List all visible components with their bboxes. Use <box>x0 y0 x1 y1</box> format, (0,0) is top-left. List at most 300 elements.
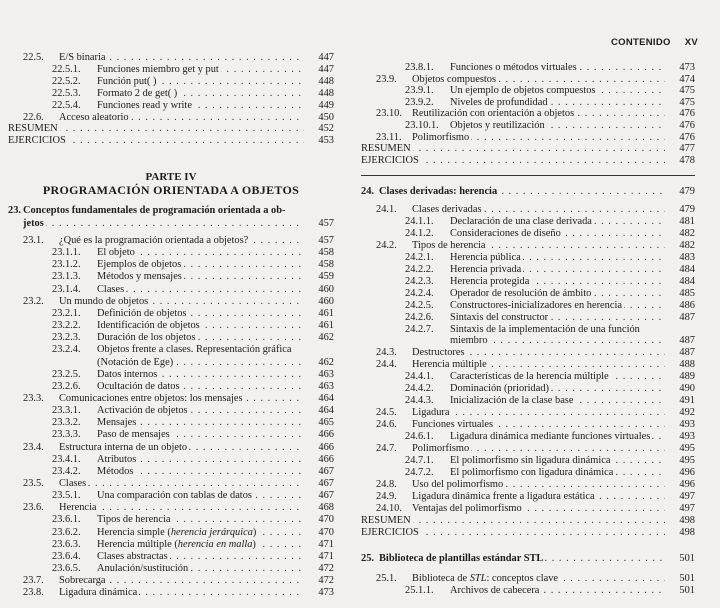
entry-number: 24.2.5. <box>405 299 434 311</box>
entry-number: 24.2.2. <box>405 263 434 275</box>
entry-page-number: 450 <box>318 111 334 123</box>
entry-number: 22.5.2. <box>52 75 81 87</box>
entry-title: El polimorfismo sin ligadura dinámica <box>450 454 611 466</box>
toc-entry-22-6 <box>8 112 334 124</box>
entry-title: Funciones read y write <box>97 99 192 111</box>
entry-title: Consideraciones de diseño <box>450 227 561 239</box>
entry-page-number: 501 <box>679 585 695 596</box>
entry-title: Declaración de una clase derivada <box>450 215 592 227</box>
entry-title: Ventajas del polimorfismo <box>412 502 522 514</box>
entry-title: Ligadura dinámica mediante funciones virtuales <box>450 431 651 443</box>
entry-title: Función put( ) <box>97 75 157 87</box>
toc-entry-23-3-2 <box>8 417 334 429</box>
entry-title: Operador de resolución de ámbito <box>450 287 592 299</box>
entry-number: 24.1.1. <box>405 215 434 227</box>
entry-number: 24.4.1. <box>405 371 434 383</box>
entry-title: Objetos frente a clases. Representación gráfica <box>97 344 292 356</box>
entry-number: 23.1.3. <box>52 271 81 283</box>
toc-entry-23-1-4 <box>8 284 334 296</box>
entry-number: 22.5.3. <box>52 87 81 99</box>
toc-entry-24-6 <box>361 419 695 431</box>
entry-title: Un ejemplo de objetos compuestos <box>450 85 596 97</box>
toc-entry-resumen <box>361 515 695 527</box>
entry-number: 23.2.5. <box>52 368 81 380</box>
toc-entry-24-3 <box>361 347 695 359</box>
entry-number: 23.2.2. <box>52 320 81 332</box>
entry-page-number: 470 <box>318 514 334 526</box>
entry-title: Clases derivadas: herencia <box>379 186 498 197</box>
toc-entry-24-4 <box>361 359 695 371</box>
entry-page-number: 447 <box>318 52 334 63</box>
entry-page-number: 482 <box>679 239 695 251</box>
entry-page-number: 481 <box>679 215 695 227</box>
entry-number: 23.2.6. <box>52 380 81 392</box>
entry-title: Comunicaciones entre objetos: los mensajes <box>59 392 243 404</box>
entry-title: Ligadura dinámica <box>59 587 138 599</box>
entry-page-number: 497 <box>679 502 695 514</box>
entry-number: 23.4.2. <box>52 465 81 477</box>
entry-page-number: 461 <box>318 307 334 319</box>
entry-title: Activación de objetos <box>97 405 188 417</box>
entry-number: 22.5.1. <box>52 63 81 75</box>
entry-page-number: 475 <box>679 85 695 97</box>
entry-page-number: 487 <box>679 335 695 347</box>
entry-number: 24.2.6. <box>405 311 434 323</box>
entry-number: 24.1. <box>376 204 397 215</box>
entry-number: 23.2.3. <box>52 332 81 344</box>
entry-number: 23.2. <box>23 295 44 307</box>
entry-title: Funciones o métodos virtuales <box>450 62 577 73</box>
entry-number: 23.3.2. <box>52 417 81 429</box>
entry-number: 24.7. <box>376 443 397 454</box>
entry-number: 23.4.1. <box>52 453 81 465</box>
toc-entry-23-4-1 <box>8 454 334 466</box>
entry-title: EJERCICIOS <box>8 135 66 147</box>
entry-number: 23.3.1. <box>52 405 81 417</box>
entry-title: Herencia protegida <box>450 275 530 287</box>
entry-title: Herencia múltiple (herencia en malla) <box>97 538 256 550</box>
entry-page-number: 487 <box>679 347 695 359</box>
entry-title: Herencia pública <box>450 251 521 263</box>
part-title: PROGRAMACIÓN ORIENTADA A OBJETOS <box>42 183 300 197</box>
entry-page-number: 467 <box>318 478 334 489</box>
toc-entry-23-3-1 <box>8 405 334 417</box>
entry-page-number: 460 <box>318 295 334 307</box>
entry-title: Duración de los objetos <box>97 332 196 344</box>
entry-page-number: 485 <box>679 287 695 299</box>
entry-number: 24.2. <box>376 239 397 251</box>
entry-page-number: 489 <box>679 371 695 383</box>
entry-number: 23.2.1. <box>52 307 81 319</box>
toc-entry-23-2-2 <box>8 320 334 332</box>
toc-entry-24-2-4 <box>361 288 695 300</box>
entry-title: miembro <box>450 335 488 347</box>
entry-title: Formato 2 de get( ) <box>97 87 178 99</box>
chapter-23-heading-cont <box>8 218 334 230</box>
entry-page-number: 448 <box>318 87 334 99</box>
entry-title: Clases abstractas <box>97 550 168 562</box>
header-label: CONTENIDO <box>611 37 671 48</box>
entry-title: Reutilización con orientación a objetos <box>412 108 575 120</box>
entry-title: Una comparación con tablas de datos <box>97 490 252 502</box>
entry-number: 23.3.3. <box>52 429 81 441</box>
entry-page-number: 476 <box>679 120 695 131</box>
entry-title: Un mundo de objetos <box>59 295 149 307</box>
entry-title: Anulación/sustitución <box>97 563 189 575</box>
entry-title: Inicialización de la clase base <box>450 395 574 407</box>
toc-entry-24-1 <box>361 204 695 216</box>
toc-entry-24-4-2 <box>361 383 695 395</box>
entry-title: RESUMEN <box>361 514 411 526</box>
toc-entry-resumen <box>8 123 334 135</box>
entry-title: Archivos de cabecera <box>450 585 540 596</box>
toc-entry-23-8 <box>8 587 334 599</box>
entry-title: El polimorfismo con ligadura dinámica <box>450 466 614 478</box>
entry-page-number: 468 <box>318 502 334 514</box>
entry-title: Sobrecarga <box>59 575 106 587</box>
entry-title: ¿Qué es la programación orientada a objetos? <box>59 235 249 246</box>
entry-title: Tipos de herencia <box>412 239 486 251</box>
entry-page-number: 488 <box>679 359 695 371</box>
toc-entry-24-2-7 <box>361 324 695 336</box>
toc-entry-23-1-2 <box>8 259 334 271</box>
entry-title: Herencia privada <box>450 263 522 275</box>
entry-number: 22.5.4. <box>52 99 81 111</box>
toc-entry-23-1 <box>8 235 334 247</box>
entry-page-number: 472 <box>318 575 334 587</box>
entry-title: Métodos y mensajes <box>97 271 182 283</box>
entry-title: Atributos <box>97 453 137 465</box>
toc-entry-24-7 <box>361 443 695 455</box>
entry-number: 24.1.2. <box>405 227 434 239</box>
entry-number: 23.7. <box>23 575 44 587</box>
toc-entry-23-10-1 <box>361 120 695 132</box>
section-divider <box>361 175 695 176</box>
entry-number: 24.7.1. <box>405 454 434 466</box>
toc-entry-22-5-3 <box>8 88 334 100</box>
entry-page-number: 453 <box>318 135 334 147</box>
entry-number: 23.10.1. <box>405 120 439 131</box>
entry-title: (Notación de Ege) <box>97 356 174 368</box>
entry-number: 23.1. <box>23 235 44 246</box>
chapter-24-heading <box>361 186 695 198</box>
entry-title: RESUMEN <box>361 143 411 155</box>
entry-number: 24.2.7. <box>405 323 434 335</box>
entry-number: 23.5.1. <box>52 490 81 502</box>
entry-page-number: 496 <box>679 478 695 490</box>
entry-title: Herencia múltiple <box>412 359 487 371</box>
entry-page-number: 484 <box>679 263 695 275</box>
toc-entry-23-9-1 <box>361 85 695 97</box>
entry-page-number: 479 <box>679 204 695 215</box>
running-header <box>611 37 698 48</box>
toc-entry-22-5 <box>8 52 334 64</box>
entry-number: 24.4.3. <box>405 395 434 407</box>
entry-number: 23.6. <box>23 502 44 514</box>
entry-title: Constructores-inicializadores en herencia <box>450 299 622 311</box>
entry-page-number: 479 <box>679 186 695 197</box>
entry-title: Métodos <box>97 465 134 477</box>
entry-number: 23.10. <box>376 108 402 120</box>
entry-number: 24.6. <box>376 419 397 431</box>
toc-entry-23-10 <box>361 108 695 120</box>
entry-page-number: 487 <box>679 311 695 323</box>
entry-page-number: 466 <box>318 441 334 453</box>
entry-title: Objetos y reutilización <box>450 120 545 131</box>
entry-page-number: 475 <box>679 96 695 108</box>
entry-number: 24.10. <box>376 502 402 514</box>
toc-entry-24-2-3 <box>361 276 695 288</box>
entry-title: EJERCICIOS <box>361 526 419 538</box>
toc-entry-24-10 <box>361 503 695 515</box>
entry-number: 24.4.2. <box>405 383 434 395</box>
toc-entry-24-2 <box>361 240 695 252</box>
entry-title: Estructura interna de un objeto <box>59 441 188 453</box>
entry-number: 23.1.4. <box>52 283 81 295</box>
entry-title: Paso de mensajes <box>97 429 170 441</box>
toc-entry-ejercicios <box>361 527 695 539</box>
toc-entry-23-4-2 <box>8 466 334 478</box>
entry-number: 25.1.1. <box>405 585 434 596</box>
toc-entry-23-7 <box>8 575 334 587</box>
toc-entry-23-2-4 <box>8 344 334 356</box>
entry-number: 23.8. <box>23 587 44 599</box>
entry-title: Destructores <box>412 347 465 359</box>
entry-title: Identificación de objetos <box>97 320 200 332</box>
entry-page-number: 493 <box>679 431 695 443</box>
toc-entry-23-4 <box>8 442 334 454</box>
entry-title: Funciones virtuales <box>412 419 494 431</box>
entry-page-number: 464 <box>318 405 334 417</box>
toc-entry-24-8 <box>361 479 695 491</box>
entry-number: 23.5. <box>23 478 44 489</box>
entry-number: 23.6.5. <box>52 563 81 575</box>
entry-number: 24.3. <box>376 347 397 359</box>
toc-entry-23-3-3 <box>8 429 334 441</box>
part-label: PARTE IV <box>145 171 197 183</box>
entry-page-number: 471 <box>318 550 334 562</box>
toc-entry-24-4-3 <box>361 395 695 407</box>
entry-title: Ejemplos de objetos <box>97 259 182 271</box>
toc-entry-24-2-2 <box>361 264 695 276</box>
entry-page-number: 471 <box>318 538 334 550</box>
entry-page-number: 460 <box>318 283 334 295</box>
entry-title: Polimorfismo <box>412 443 470 454</box>
toc-entry-24-7-1 <box>361 455 695 467</box>
entry-page-number: 501 <box>679 553 695 564</box>
entry-page-number: 492 <box>679 407 695 419</box>
toc-entry-23-6-4 <box>8 551 334 563</box>
toc-entry-24-9 <box>361 491 695 503</box>
entry-title: Acceso aleatorio <box>59 111 129 123</box>
toc-entry-24-4-1 <box>361 371 695 383</box>
entry-number: 25.1. <box>376 573 397 584</box>
entry-number: 23.3. <box>23 392 44 404</box>
entry-title: El objeto <box>97 247 135 259</box>
entry-number: 22.6. <box>23 111 44 123</box>
toc-entry-23-3 <box>8 393 334 405</box>
toc-entry-23-1-1 <box>8 247 334 259</box>
entry-title: Biblioteca de plantillas estándar STL <box>379 553 544 564</box>
entry-page-number: 447 <box>318 63 334 75</box>
chapter-25-heading <box>361 553 695 565</box>
entry-page-number: 495 <box>679 454 695 466</box>
entry-title: Clases <box>59 478 87 489</box>
toc-entry-23-9-2 <box>361 97 695 109</box>
entry-title: Tipos de herencia <box>97 514 171 526</box>
entry-page-number: 478 <box>679 154 695 166</box>
entry-number: 23.6.2. <box>52 526 81 538</box>
entry-title: Herencia simple (herencia jerárquica) <box>97 526 257 538</box>
entry-page-number: 459 <box>318 271 334 283</box>
entry-title: Clases derivadas <box>412 204 482 215</box>
toc-entry-22-5-2 <box>8 76 334 88</box>
entry-title: jetos <box>23 218 44 229</box>
toc-entry-22-5-1 <box>8 64 334 76</box>
toc-entry-24-5 <box>361 407 695 419</box>
entry-title: Sintaxis de la implementación de una función <box>450 323 640 335</box>
header-page-number: XV <box>684 37 698 48</box>
entry-number: 23.9.2. <box>405 96 434 108</box>
entry-title: Biblioteca de STL: conceptos clave <box>412 573 559 584</box>
entry-title: Polimorfismo <box>412 131 470 143</box>
entry-number: 24.7.2. <box>405 466 434 478</box>
entry-number: 24.4. <box>376 359 397 371</box>
entry-title: Sintaxis del constructor <box>450 311 549 323</box>
entry-page-number: 452 <box>318 123 334 135</box>
toc-entry-continuation <box>361 335 695 347</box>
entry-title: Datos internos <box>97 368 158 380</box>
chapter-title: Conceptos fundamentales de programación orientada a ob- <box>23 205 286 216</box>
entry-page-number: 474 <box>679 73 695 85</box>
entry-title: EJERCICIOS <box>361 154 419 166</box>
toc-entry-23-5 <box>8 478 334 490</box>
entry-number: 23.6.1. <box>52 514 81 526</box>
entry-page-number: 457 <box>318 218 334 229</box>
toc-entry-23-2-5 <box>8 369 334 381</box>
entry-number: 24.8. <box>376 478 397 490</box>
toc-entry-23-6-3 <box>8 539 334 551</box>
chapter-number: 23. <box>8 205 21 216</box>
entry-title: Objetos compuestos <box>412 73 496 85</box>
entry-page-number: 461 <box>318 320 334 332</box>
toc-entry-23-2-3 <box>8 332 334 344</box>
entry-title: Ligadura <box>412 407 450 419</box>
entry-number: 25. <box>361 553 374 564</box>
entry-page-number: 473 <box>318 587 334 599</box>
entry-number: 24.6.1. <box>405 431 434 443</box>
entry-number: 24. <box>361 186 374 197</box>
toc-entry-resumen <box>361 143 695 155</box>
entry-page-number: 490 <box>679 383 695 395</box>
toc-entry-24-1-2 <box>361 228 695 240</box>
entry-title: Dominación (prioridad) <box>450 383 549 395</box>
entry-page-number: 496 <box>679 466 695 478</box>
toc-entry-24-2-5 <box>361 300 695 312</box>
entry-page-number: 464 <box>318 392 334 404</box>
toc-entry-24-2-6 <box>361 312 695 324</box>
entry-page-number: 483 <box>679 251 695 263</box>
entry-title: Ocultación de datos <box>97 380 180 392</box>
entry-title: Niveles de profundidad <box>450 96 548 108</box>
entry-page-number: 473 <box>679 62 695 73</box>
entry-page-number: 477 <box>679 143 695 155</box>
chapter-23-heading <box>8 205 334 217</box>
entry-page-number: 493 <box>679 419 695 431</box>
toc-entry-25-1-1 <box>361 585 695 597</box>
toc-entry-23-6-5 <box>8 563 334 575</box>
entry-page-number: 467 <box>318 490 334 502</box>
entry-title: Características de la herencia múltiple <box>450 371 609 383</box>
entry-title: Mensajes <box>97 417 137 429</box>
entry-page-number: 472 <box>318 563 334 575</box>
entry-page-number: 462 <box>318 332 334 344</box>
toc-entry-22-5-4 <box>8 100 334 112</box>
entry-title: Ligadura dinámica frente a ligadura estática <box>412 490 595 502</box>
toc-entry-23-5-1 <box>8 490 334 502</box>
entry-page-number: 495 <box>679 443 695 454</box>
entry-page-number: 462 <box>318 356 334 368</box>
entry-number: 23.6.3. <box>52 538 81 550</box>
entry-page-number: 463 <box>318 368 334 380</box>
toc-entry-23-8-1 <box>361 62 695 74</box>
entry-number: 24.5. <box>376 407 397 419</box>
entry-page-number: 467 <box>318 465 334 477</box>
entry-number: 23.9.1. <box>405 85 434 97</box>
toc-entry-24-2-1 <box>361 252 695 264</box>
toc-entry-23-2-6 <box>8 381 334 393</box>
entry-title: Clases <box>97 283 125 295</box>
entry-number: 23.1.2. <box>52 259 81 271</box>
entry-title: Funciones miembro get y put <box>97 63 219 75</box>
entry-number: 23.11. <box>376 131 402 143</box>
entry-page-number: 463 <box>318 380 334 392</box>
toc-entry-23-6-1 <box>8 514 334 526</box>
entry-number: 23.4. <box>23 441 44 453</box>
toc-entry-continuation <box>8 357 334 369</box>
entry-page-number: 498 <box>679 526 695 538</box>
entry-page-number: 466 <box>318 429 334 441</box>
entry-number: 24.2.3. <box>405 275 434 287</box>
toc-entry-23-2 <box>8 296 334 308</box>
entry-page-number: 466 <box>318 453 334 465</box>
entry-title: E/S binaria <box>59 52 106 63</box>
entry-page-number: 449 <box>318 99 334 111</box>
entry-number: 23.9. <box>376 73 397 85</box>
entry-page-number: 458 <box>318 247 334 259</box>
toc-entry-ejercicios <box>8 135 334 147</box>
entry-number: 24.2.1. <box>405 251 434 263</box>
entry-page-number: 476 <box>679 108 695 120</box>
toc-entry-23-6-2 <box>8 527 334 539</box>
entry-number: 24.2.4. <box>405 287 434 299</box>
toc-entry-ejercicios <box>361 155 695 167</box>
entry-number: 22.5. <box>23 52 44 63</box>
toc-entry-23-11 <box>361 132 695 144</box>
entry-number: 23.6.4. <box>52 550 81 562</box>
entry-page-number: 486 <box>679 299 695 311</box>
toc-entry-25-1 <box>361 573 695 585</box>
entry-number: 23.2.4. <box>52 344 81 356</box>
toc-entry-23-6 <box>8 502 334 514</box>
entry-page-number: 497 <box>679 490 695 502</box>
entry-title: RESUMEN <box>8 123 58 135</box>
toc-entry-23-9 <box>361 74 695 86</box>
entry-page-number: 457 <box>318 235 334 246</box>
toc-entry-23-1-3 <box>8 271 334 283</box>
entry-title: Definición de objetos <box>97 307 187 319</box>
toc-entry-23-2-1 <box>8 308 334 320</box>
